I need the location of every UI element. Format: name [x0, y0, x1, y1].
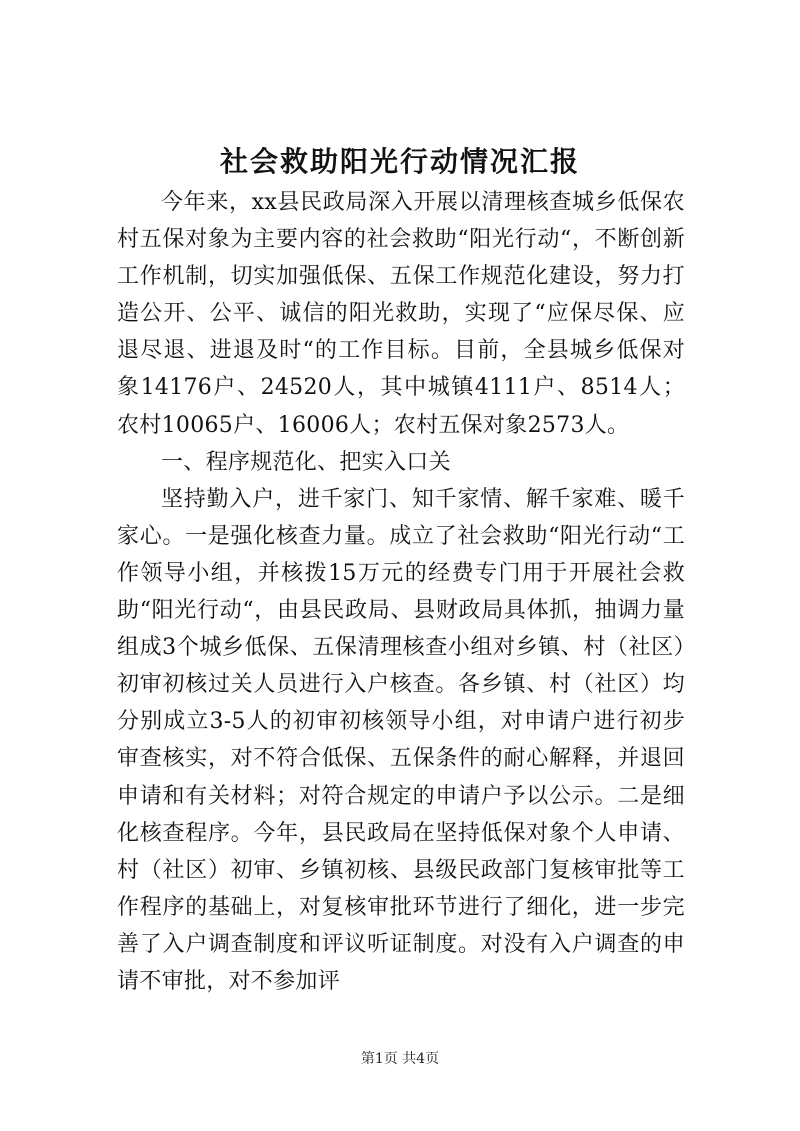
section-heading: 一、程序规范化、把实入口关 — [161, 449, 451, 475]
document-body — [117, 184, 685, 1000]
paragraph-intro: 今年来，xx县民政局深入开展以清理核查城乡低保农村五保对象为主要内容的社会救助“阳光行动“，不断创新工作机制，切实加强低保、五保工作规范化建设，努力打造公开、公平、诚信的阳光救助，实现了“应保尽保、应退尽退、进退及时“的工作目标。目前，全县城乡低保对象14176户、24520人，其中城镇4111户、8514人；农村10065户、16006人；农村五保对象2573人。 — [117, 190, 685, 438]
paragraph-section-1: 坚持勤入户，进千家门、知千家情、解千家难、暖千家心。一是强化核查力量。成立了社会救助“阳光行动“工作领导小组，并核拨15万元的经费专门用于开展社会救助“阳光行动“，由县民政局、县财政局具体抓，抽调力量组成3个城乡低保、五保清理核查小组对乡镇、村（社区）初审初核过关人员进行入户核查。各乡镇、村（社区）均分别成立3-5人的初审初核领导小组，对申请户进行初步审查核实，对不符合低保、五保条件的耐心解释，并退回申请和有关材料；对符合规定的申请户予以公示。二是细化核查程序。今年，县民政局在坚持低保对象个人申请、村（社区）初审、乡镇初核、县级民政部门复核审批等工作程序的基础上，对复核审批环节进行了细化，进一步完善了入户调查制度和评议听证制度。对没有入户调查的申请不审批，对不参加评 — [117, 486, 685, 994]
document-title: 社会救助阳光行动情况汇报 — [219, 145, 580, 178]
page-number: 第1页 共4页 — [360, 1051, 440, 1067]
